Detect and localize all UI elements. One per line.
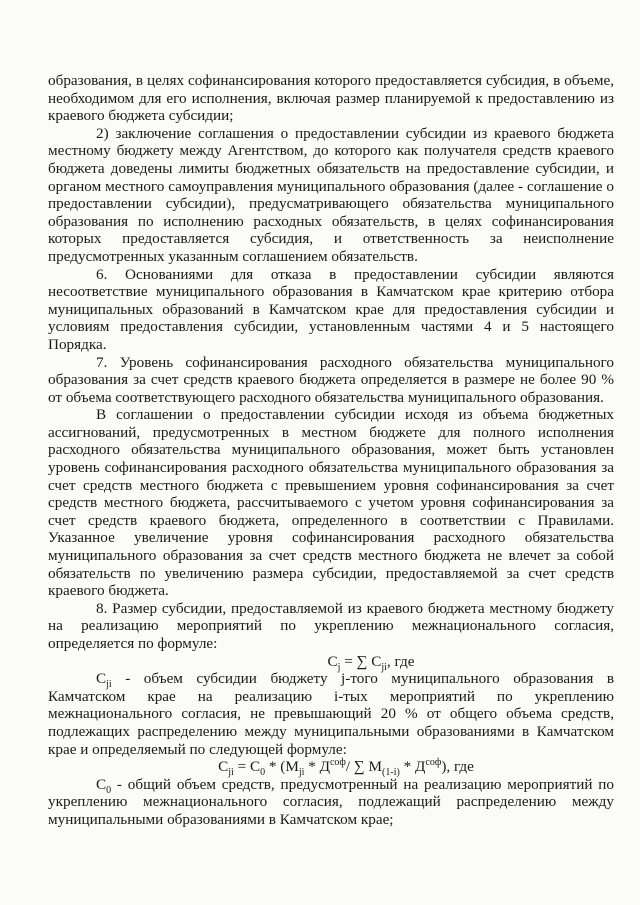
paragraph-continuation: образования, в целях софинансирования которого предоставляется субсидия, в объеме, необходимом для его исполнения, включая размер планируемой к предоставлению из краевого бюджета субсидии;	[48, 72, 614, 125]
paragraph-section-6: 6. Основаниями для отказа в предоставлении субсидии являются несоответствие муниципального образования в Камчатском крае критерию отбора муниципальных образований в Камчатском крае для предоставления субсидии и условиям предоставления субсидии, установленным частями 4 и 5 настоящего Порядка.	[48, 265, 614, 353]
definition-cji: $C_{ji}$ - объем субсидии бюджету j-того муниципального образования в Камчатском крае на реализацию i-тых мероприятий по укреплению межнационального согласия, не превышающий 20 % от общего объема средств, подлежащих распределению между муниципальными образованиями в Камчатском крае и определяемый по следующей формуле:	[48, 670, 614, 758]
formula-subsidy-share: $C_{ji} = C_0 * (M_{ji} * Д^{соф}/$ ∑ $M_{(1-i)} * Д^{соф}$), где	[218, 757, 474, 779]
formula-subsidy-total: $C_j$ = ∑ $C_{ji}$, где	[327, 652, 415, 673]
definition-c0: $C_0$ - общий объем средств, предусмотренный на реализацию мероприятий по укреплению межнационального согласия, подлежащий распределению между муниципальными образованиями в Камчатском крае;	[48, 775, 614, 828]
paragraph-section-8: 8. Размер субсидии, предоставляемой из краевого бюджета местному бюджету на реализацию мероприятий по укреплению межнационального согласия, определяется по формуле:	[48, 599, 614, 652]
paragraph-section-7: 7. Уровень софинансирования расходного обязательства муниципального образования за счет средств краевого бюджета определяется в размере не более 90 % от объема соответствующего расходного обязательства муниципального образования.	[48, 353, 614, 406]
document-body	[48, 72, 614, 829]
paragraph-item-2: 2) заключение соглашения о предоставлении субсидии из краевого бюджета местному бюджету между Агентством, до которого как получателя средств краевого бюджета доведены лимиты бюджетных обязательств на предоставление субсидии, и органом местного самоуправления муниципального образования (далее - соглашение о предоставлении субсидии), предусматривающего обязательства муниципального образования по исполнению расходных обязательств, в целях софинансирования которых предоставляется субсидия, и ответственность за неисполнение предусмотренных указанным соглашением обязательств.	[48, 124, 614, 265]
paragraph-cofinancing: В соглашении о предоставлении субсидии исходя из объема бюджетных ассигнований, предусмотренных в местном бюджете для полного исполнения расходного обязательства муниципального образования, может быть установлен уровень софинансирования расходного обязательства муниципального образования за счет средств местного бюджета с превышением уровня софинансирования за счет средств местного бюджета, рассчитываемого с учетом уровня софинансирования за счет средств краевого бюджета, определенного в соответствии с Правилами. Указанное увеличение уровня софинансирования расходного обязательства муниципального образования за счет средств местного бюджета не влечет за собой обязательств по увеличению размера субсидии, предоставляемой за счет средств краевого бюджета.	[48, 406, 614, 600]
